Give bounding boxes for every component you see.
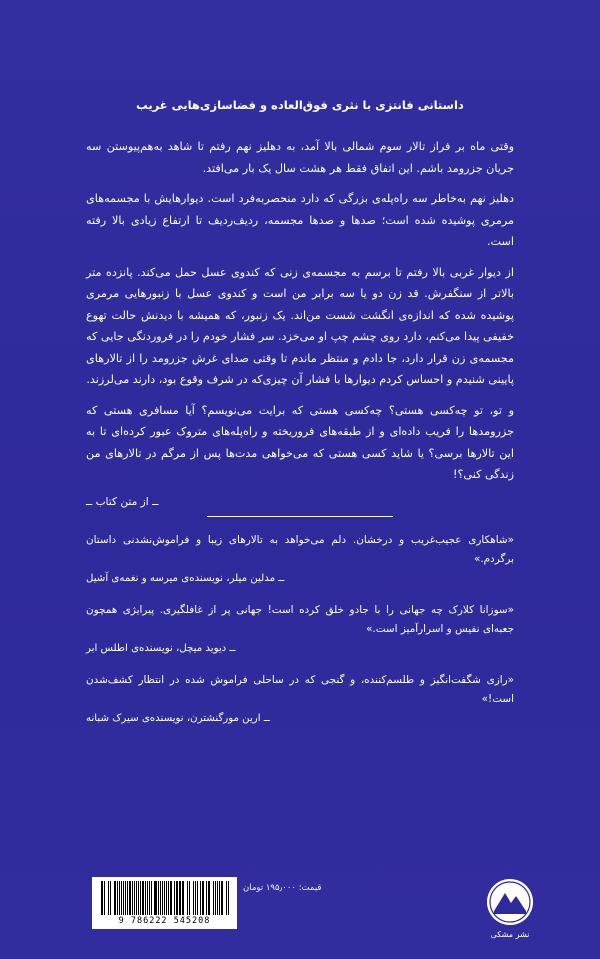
mountain-logo-icon <box>487 879 533 925</box>
blurb-item <box>86 601 514 658</box>
blurb-attribution: ــ مدلین میلر، نویسنده‌ی میرسه و نغمه‌ی آشیل <box>86 573 285 585</box>
excerpt-source-note: ــ از متن کتاب ــ <box>86 495 159 508</box>
excerpt-paragraph-4: و تو، تو چه‌کسی هستی؟ چه‌کسی هستی که برایت می‌نویسم؟ آیا مسافری هستی که جزرومدها را فریب داده‌ای و از طبقه‌های فروریخته و راه‌پله‌های متروک عبور کرده‌ای تا به این تالارها برسی؟ یا شاید کسی هستی که می‌خواهی مدت‌ها پس از مرگم در تالارهای من زندگی کنی؟! <box>86 403 514 482</box>
blurb-item <box>86 531 514 588</box>
barcode-number: 9 786222 545208 <box>118 916 211 926</box>
blurb-quote: «شاهکاری عجیب‌غریب و درخشان. دلم می‌خواهد به تالارهای زیبا و فراموش‌نشدنی داستان برگردم.» <box>86 533 514 566</box>
publisher-caption: نشر مشکی <box>490 930 530 939</box>
blurb-quote: «سوزانا کلارک چه جهانی را با جادو خلق کرده است! جهانی پر از غافلگیری. پیرایژی همچون جعبه‌ای نفیس و اسرارآمیز است.» <box>86 603 514 635</box>
blurb-attribution: ــ ارین مورگنشترن، نویسنده‌ی سیرک شبانه <box>86 713 270 725</box>
blurb-quote: «رازی شگفت‌انگیز و طلسم‌کننده، و گنجی که در ساحلی فراموش شده در انتظار کشف‌شدن است!» <box>86 673 514 705</box>
blurb-item <box>86 671 514 728</box>
barcode <box>92 877 237 929</box>
excerpt-paragraph-3: از دیوار غربی بالا رفتم تا برسم به مجسمه‌ی زنی که کندوی عسل حمل می‌کند. پانزده متر بالاتر از سنگفرش. قد زن دو یا سه برابر من است و کندوی عسل با زنبورهایی مرمری پوشیده شده که اندازه‌ی انگشت شست من‌اند. یک زنبور، که همیشه با دیدنش حالت تهوع خفیفی پیدا می‌کنم، دارد روی چشم چپ او می‌خزد. سر فشار خودم را در فروردنگی جایی که مجسمه‌ی زن قرار دارد، جا دادم و منتظر ماندم تا وقتی صدای غرش جزرومد را از تالارهای پایینی شنیدم و احساس کردم دیوارها با فشار آن چیزی‌که در شرف وقوع بود، دارند می‌لرزند. <box>86 265 514 387</box>
excerpt-paragraph-2: دهلیز نهم به‌خاطر سه راه‌پله‌ی بزرگی که دارد منحصربه‌فرد است. دیوارهایش با مجسمه‌های مرمری پوشیده شده است؛ صدها و صدها مجسمه، ردیف‌ردیف تا ارتفاع زیادی بالا رفته است. <box>86 192 514 249</box>
cover-text-block <box>86 96 514 740</box>
barcode-bars <box>99 881 230 915</box>
tagline: داستانی فانتزی با نثری فوق‌العاده و فضاسازی‌هایی غریب <box>136 98 464 112</box>
blurb-attribution: ــ دیوید میچل، نویسنده‌ی اطلس ابر <box>86 643 236 655</box>
divider <box>86 516 514 517</box>
price-label: قیمت: ۱۹۵٫۰۰۰ تومان <box>243 883 322 893</box>
excerpt-paragraph-1: وقتی ماه بر فراز تالار سوم شمالی بالا آمد، به دهلیز نهم رفتم تا شاهد به‌هم‌پیوستن سه جریان جزرومد باشم. این اتفاق فقط هر هشت سال یک بار می‌افتد. <box>86 140 514 175</box>
